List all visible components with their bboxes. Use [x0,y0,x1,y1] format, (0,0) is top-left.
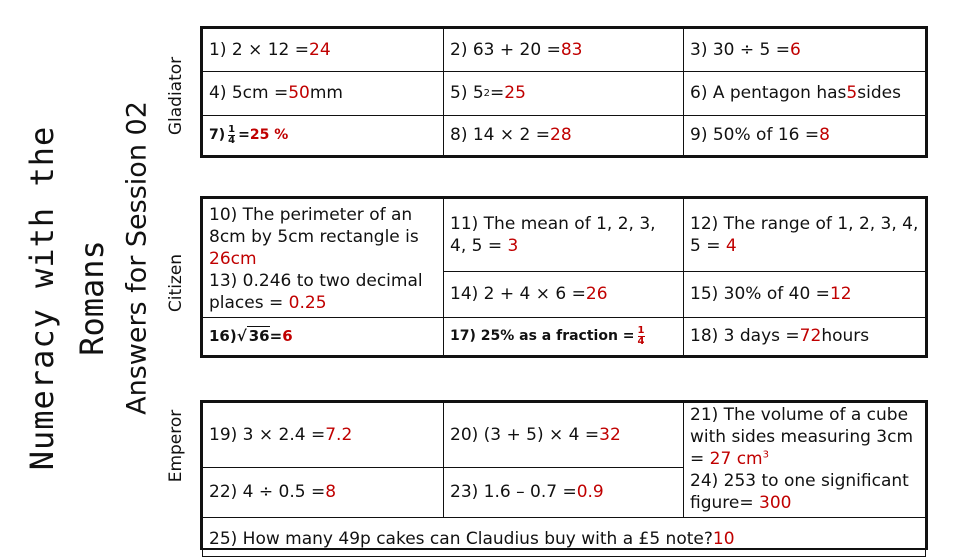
answer-cell-23: 23) 1.6 – 0.7 = 0.9 [443,467,684,518]
level-emperor: Emperor [166,409,186,483]
answer-cell-4: 4) 5cm = 50 mm [202,71,444,116]
answer-cell-6: 6) A pentagon has 5 sides [683,71,926,116]
answer-cell-1: 1) 2 × 12 = 24 [202,28,444,72]
answer-cell-22: 22) 4 ÷ 0.5 = 8 [202,467,444,518]
title-line-3: Answers for Session 02 [121,101,153,415]
answer-cell-7: 7) $\frac{1}{4}$ = 25 % [202,115,444,156]
title-line-2: Romans [73,240,111,356]
answer-cell-8: 8) 14 × 2 = 28 [443,115,684,156]
answer-cell-20: 20) (3 + 5) × 4 = 32 [443,402,684,468]
answer-cell-11: 11) The mean of 1, 2, 3, 4, 5 = 3 [443,198,684,272]
answer-cell-18: 18) 3 days = 72 hours [683,317,926,356]
answer-cell-25: 25) How many 49p cakes can Claudius buy with a £5 note? 10 [202,517,926,557]
level-gladiator: Gladiator [166,56,186,136]
answer-cell-17: 17) 25% as a fraction = $\frac{1}{4}$ [443,317,684,356]
level-citizen: Citizen [166,253,186,313]
answer-cell-14: 14) 2 + 4 × 6 = 26 [443,271,684,318]
answer-cell-19: 19) 3 × 2.4 = 7.2 [202,402,444,468]
title-line-1: Numeracy with the [23,125,61,471]
citizen-table [200,196,928,358]
answer-cell-2: 2) 63 + 20 = 83 [443,28,684,72]
answer-cell-12: 12) The range of 1, 2, 3, 4, 5 = 4 [683,198,926,272]
answer-cell-21-24: 21) The volume of a cube with sides measuring 3cm = 27 $cm^3$ 24) 253 to one significant figure= 300 [683,402,926,518]
answer-cell-3: 3) 30 ÷ 5 = 6 [683,28,926,72]
emperor-table [200,400,928,550]
gladiator-table [200,26,928,158]
answer-cell-9: 9) 50% of 16 = 8 [683,115,926,156]
answer-cell-15: 15) 30% of 40 = 12 [683,271,926,318]
answer-cell-5: 5) 5 2 = 25 [443,71,684,116]
answer-cell-10-13: 10) The perimeter of an 8cm by 5cm rectangle is 26cm 13) 0.246 to two decimal places = 0.25 [202,198,444,318]
answer-cell-16: 16) √ 36 = 6 [202,317,444,356]
